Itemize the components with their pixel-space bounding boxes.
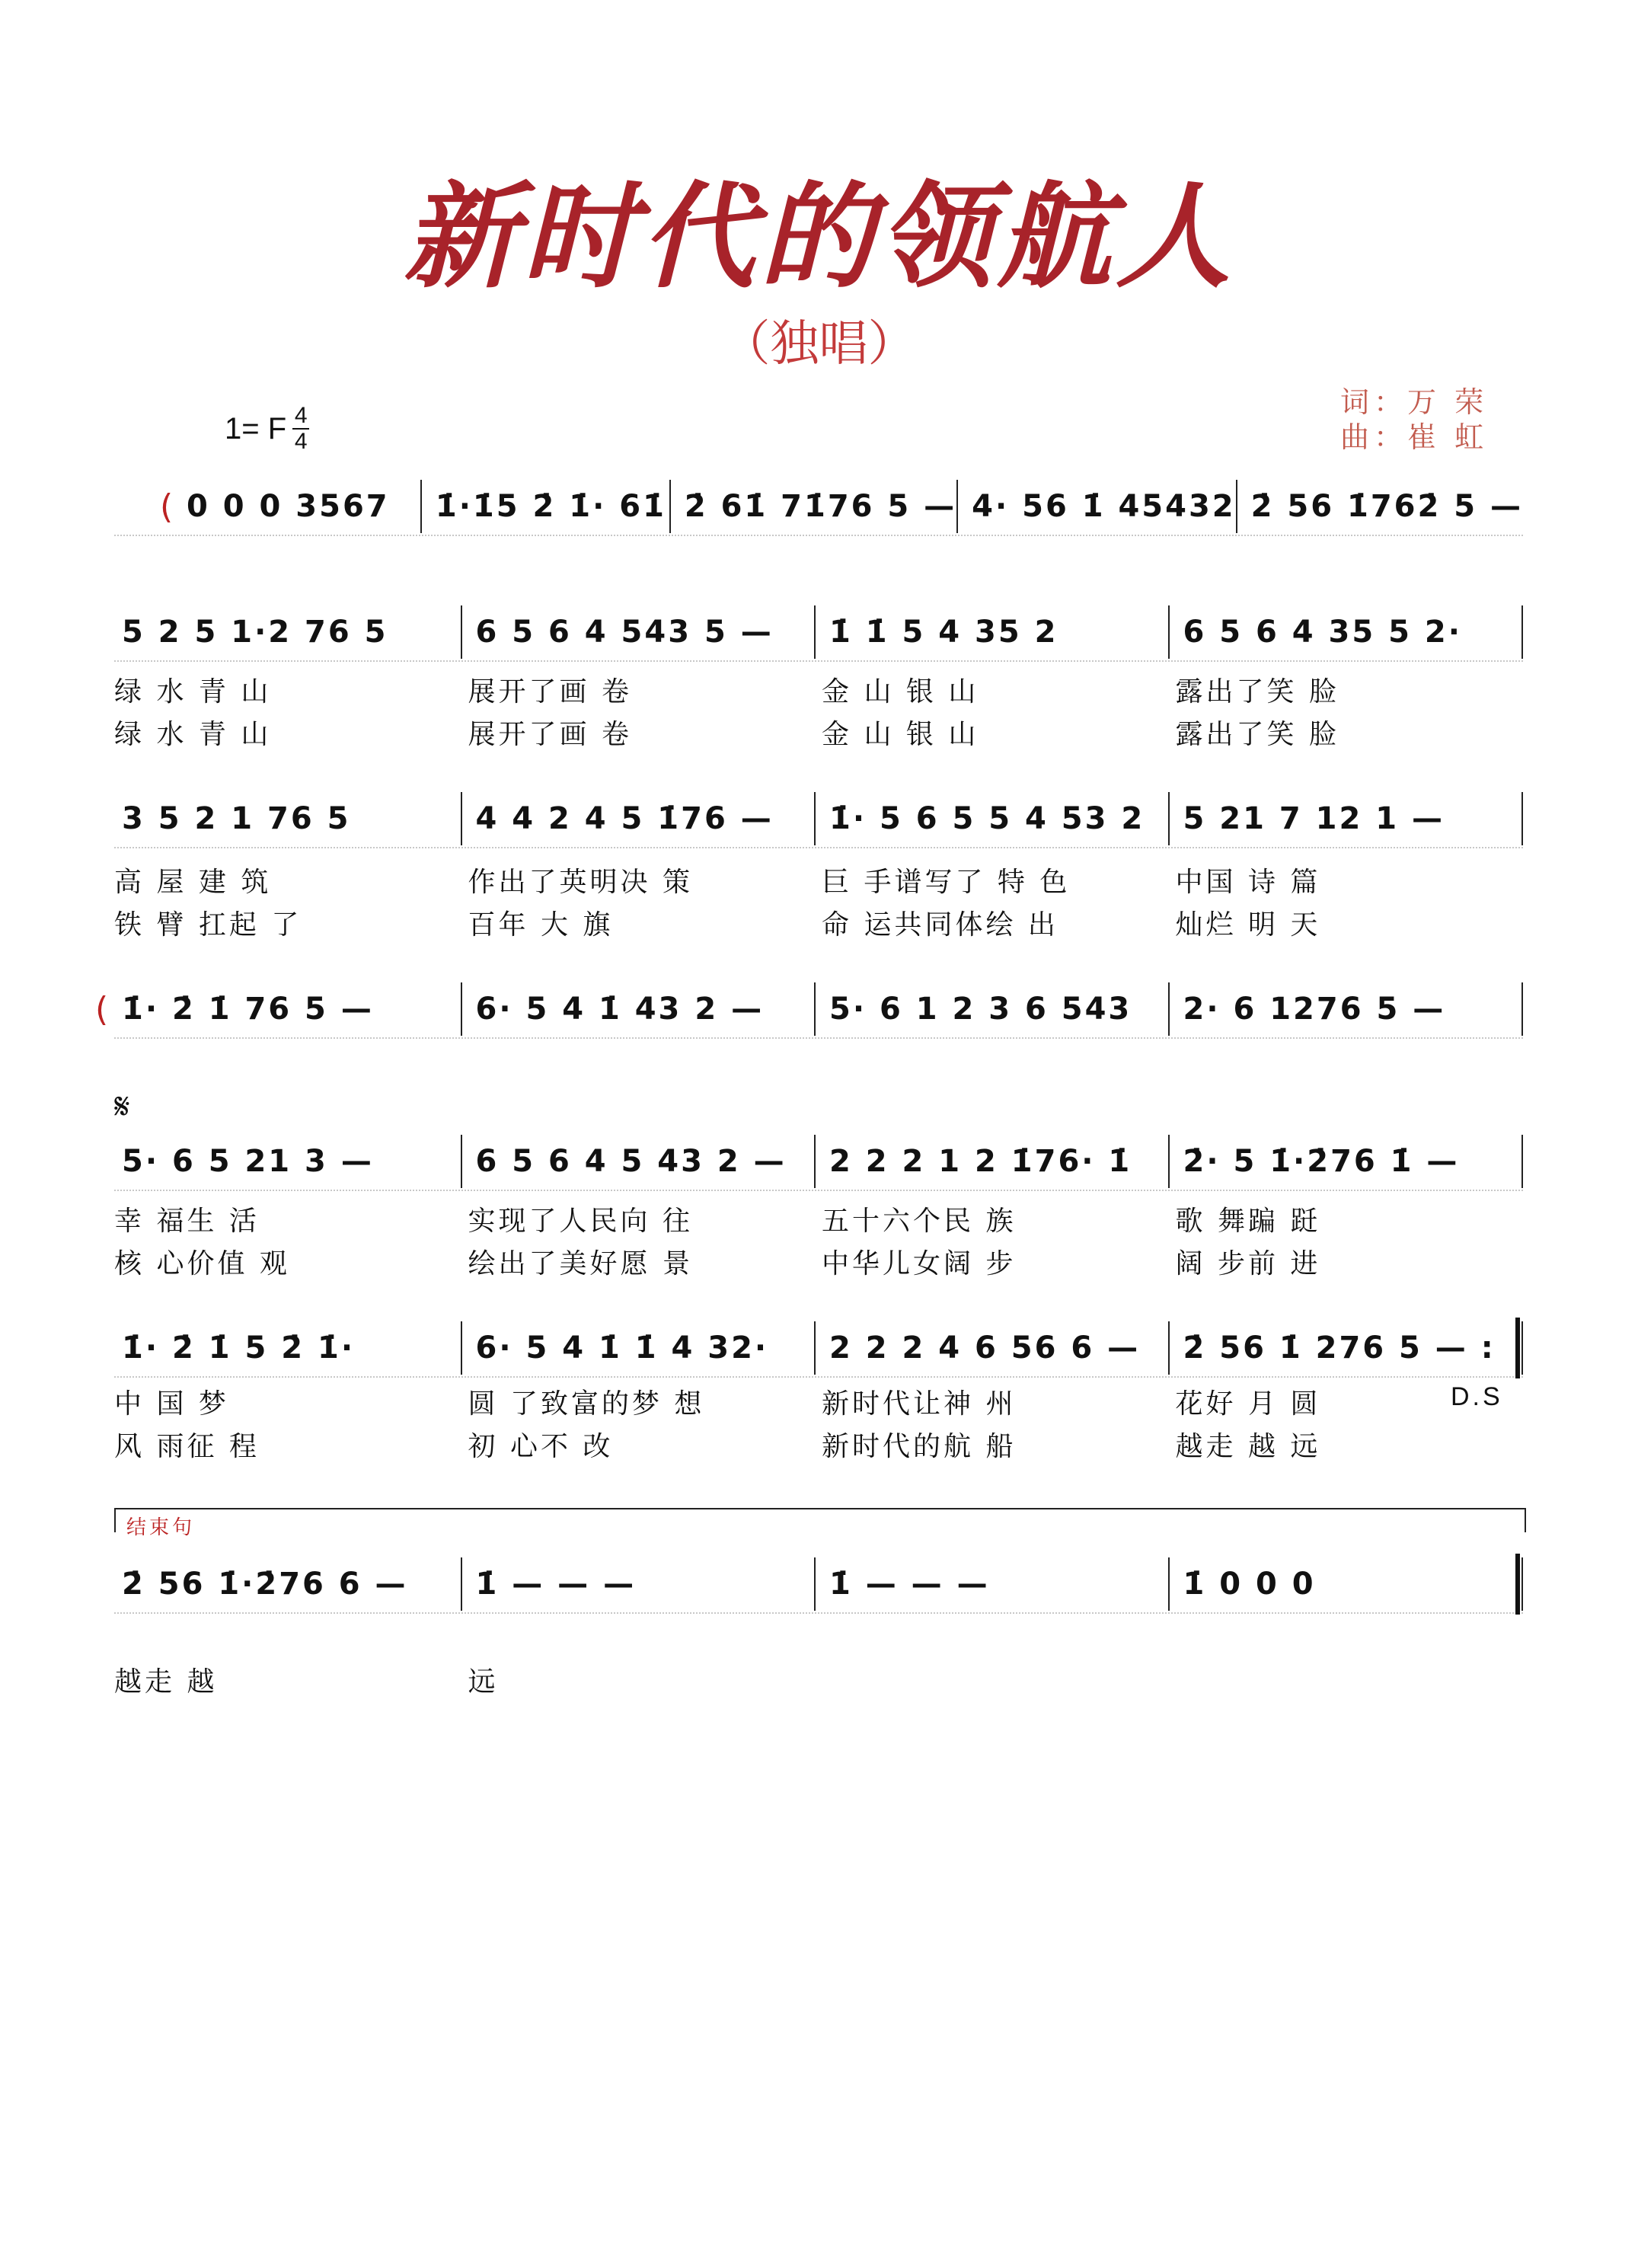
lyric-row-4b: 风 雨征 程 初 心不 改 新时代的航 船 越走 越 远 xyxy=(114,1431,1321,1462)
measure: 2 2 2 1 2 1̇76· 1̇ xyxy=(816,1135,1170,1188)
ds-marking: D.S xyxy=(1451,1382,1503,1411)
lyricist-credit: 词：万 荣 xyxy=(1340,385,1489,419)
ending-bracket xyxy=(114,1508,1526,1532)
composer-credit: 曲：崔 虹 xyxy=(1340,420,1489,454)
measure: 1̇· 2̇ 1̇ 76 5 — xyxy=(114,982,462,1036)
measure: 2̇ 61̇ 71̇76 5 — xyxy=(671,480,958,533)
lyric-row-4a: 中 国 梦 圆 了致富的梦 想 新时代让神 州 花好 月 圆 xyxy=(114,1388,1321,1420)
measure: 5· 6 1 2 3 6 543 xyxy=(816,982,1170,1036)
segno-sign: 𝄋 xyxy=(114,1085,130,1128)
measure: 2̇ 56 1̇762̇ 5 — xyxy=(1250,489,1523,524)
measure: 5 2 5 1·2 76 5 xyxy=(114,605,462,659)
lyric-row-2b: 铁 臂 扛起 了 百年 大 旗 命 运共同体绘 出 灿烂 明 天 xyxy=(114,909,1321,941)
notation-row-3 xyxy=(114,1135,1523,1188)
song-title: 新时代的领航人 xyxy=(403,170,1235,304)
measure: 5· 6 5 21 3 — xyxy=(114,1135,462,1188)
measure: 1̇ — — — xyxy=(462,1557,816,1611)
notation-row-2 xyxy=(114,792,1523,845)
key-label: 1= F xyxy=(225,411,287,446)
notation-row-4 xyxy=(114,1321,1523,1375)
measure: 0 0 0 3567 xyxy=(179,480,422,533)
repeat-end-bar xyxy=(1515,1318,1520,1378)
measure: 1̇· 2̇ 1̇ 5 2̇ 1̇· xyxy=(114,1321,462,1375)
measure: 4· 56 1̇ 45432 xyxy=(958,480,1237,533)
notation-row-1 xyxy=(114,605,1523,659)
measure: 1̇ 1̇ 5 4 35 2 xyxy=(816,605,1170,659)
measure: 2̇· 5 1̇·2̇76 1̇ — xyxy=(1170,1135,1524,1188)
ending-row xyxy=(114,1557,1523,1611)
interlude-row xyxy=(95,982,1523,1036)
measure: 1̇ — — — xyxy=(816,1557,1170,1611)
measure: 6· 5 4 1̇ 43 2 — xyxy=(462,982,816,1036)
measure: 2· 6 1276 5 — xyxy=(1170,982,1524,1036)
measure: 1̇·1̇5 2̇ 1̇· 61̇ xyxy=(422,480,671,533)
open-paren: ( xyxy=(95,990,109,1029)
lyric-row-3a: 幸 福生 活 实现了人民向 往 五十六个民 族 歌 舞蹁 跹 xyxy=(114,1206,1321,1237)
measure: 6 5 6 4 35 5 2· xyxy=(1170,605,1524,659)
intro-row xyxy=(114,480,1523,533)
measure: 6· 5 4 1̇ 1̇ 4 32· xyxy=(462,1321,816,1375)
key-signature xyxy=(225,404,309,454)
measure: 5 21 7 12 1 — xyxy=(1170,792,1524,845)
measure: 2 2 2 4 6 56 6 — xyxy=(816,1321,1170,1375)
measure: 3 5 2 1 76 5 xyxy=(114,792,462,845)
measure: 4 4 2 4 5 1̇76 — xyxy=(462,792,816,845)
final-bar xyxy=(1515,1554,1520,1615)
measure: 6 5 6 4 543 5 — xyxy=(462,605,816,659)
measure: 1̇ 0 0 0 xyxy=(1170,1557,1524,1611)
measure: 6 5 6 4 5 43 2 — xyxy=(462,1135,816,1188)
measure: 2̇ 56 1̇·2̇76 6 — xyxy=(114,1557,462,1611)
lyric-row-ending: 越走 越 远 xyxy=(114,1666,499,1698)
song-subtitle: （独唱） xyxy=(721,316,917,372)
time-signature: $\frac{4}{4}$ xyxy=(292,404,309,454)
measure: 1̇· 5 6 5 5 4 53 2 xyxy=(816,792,1170,845)
ending-label: 结束句 xyxy=(126,1516,196,1539)
measure: 2̇ 56 1̇ 276 5 — : xyxy=(1170,1321,1524,1375)
lyric-row-1a: 绿 水 青 山 展开了画 卷 金 山 银 山 露出了笑 脸 xyxy=(114,676,1339,708)
lyric-row-1b: 绿 水 青 山 展开了画 卷 金 山 银 山 露出了笑 脸 xyxy=(114,719,1339,750)
lyric-row-2a: 高 屋 建 筑 作出了英明决 策 巨 手谱写了 特 色 中国 诗 篇 xyxy=(114,867,1321,898)
credits xyxy=(1340,385,1488,455)
lyric-row-3b: 核 心价值 观 绘出了美好愿 景 中华儿女阔 步 阔 步前 进 xyxy=(114,1248,1321,1279)
open-paren: ( xyxy=(160,487,174,526)
